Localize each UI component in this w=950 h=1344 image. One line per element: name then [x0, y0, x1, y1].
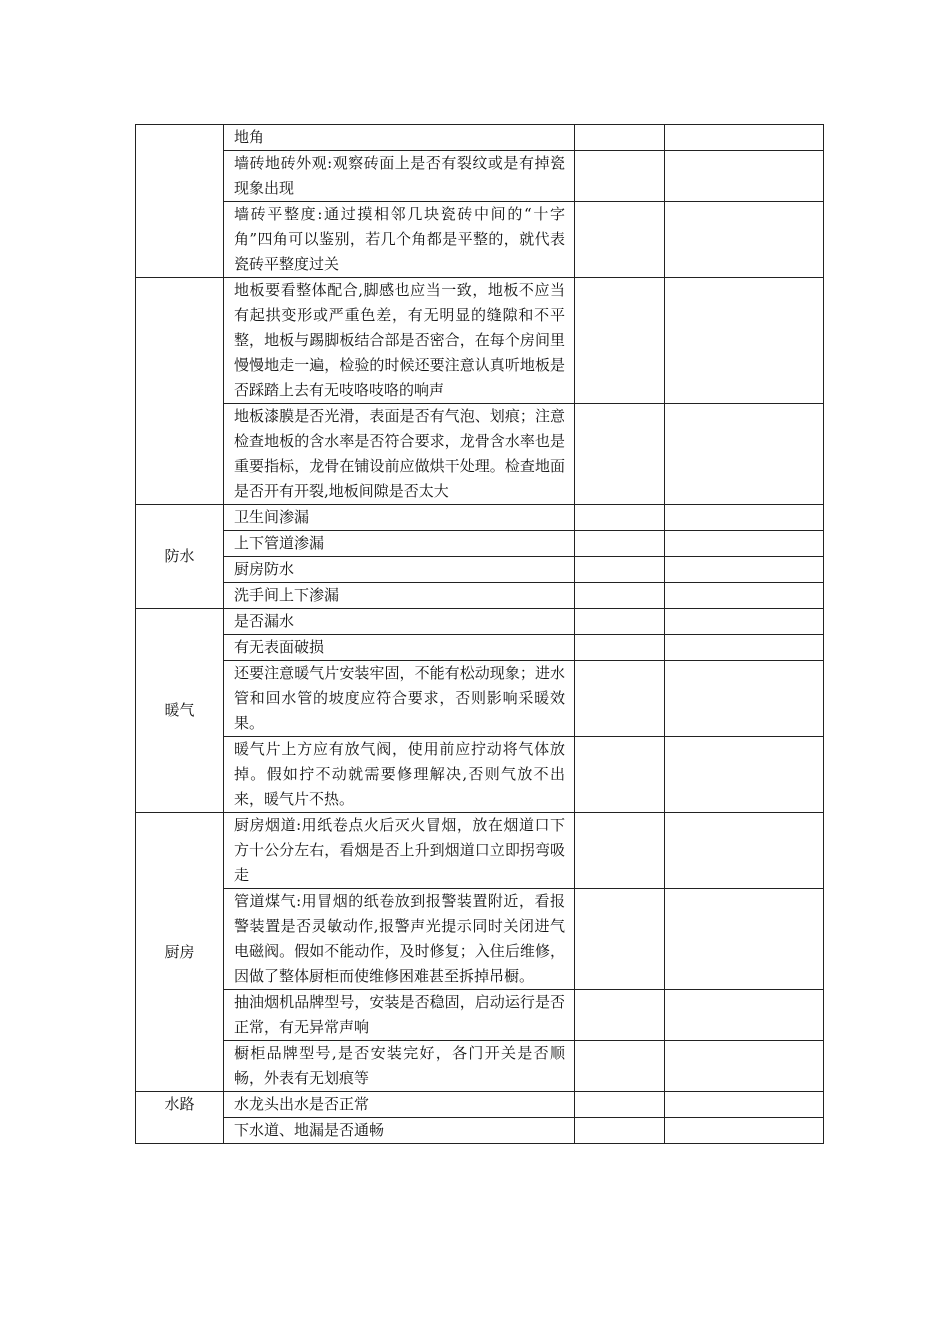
result-cell[interactable] — [575, 557, 665, 583]
item-description: 地板要看整体配合,脚感也应当一致，地板不应当有起拱变形或严重色差，有无明显的缝隙和不平整，地板与踢脚板结合部是否密合，在每个房间里慢慢地走一遍，检验的时候还要注意认真听地板是否踩踏上去有无吱咯吱咯的响声 — [224, 278, 575, 404]
result-cell[interactable] — [575, 125, 665, 151]
result-cell[interactable] — [575, 889, 665, 990]
remark-cell[interactable] — [665, 583, 824, 609]
result-cell[interactable] — [575, 583, 665, 609]
result-cell[interactable] — [575, 609, 665, 635]
result-cell[interactable] — [575, 635, 665, 661]
table-row — [136, 1041, 824, 1092]
item-description: 墙砖地砖外观:观察砖面上是否有裂纹或是有掉瓷现象出现 — [224, 151, 575, 202]
category-cell: 暖气 — [136, 609, 224, 813]
result-cell[interactable] — [575, 813, 665, 889]
remark-cell[interactable] — [665, 1092, 824, 1118]
item-description: 是否漏水 — [224, 609, 575, 635]
remark-cell[interactable] — [665, 278, 824, 404]
table-row — [136, 813, 824, 889]
item-description: 水龙头出水是否正常 — [224, 1092, 575, 1118]
item-description: 墙砖平整度:通过摸相邻几块瓷砖中间的“十字角”四角可以鉴别，若几个角都是平整的，就代表瓷砖平整度过关 — [224, 202, 575, 278]
remark-cell[interactable] — [665, 813, 824, 889]
item-description: 地板漆膜是否光滑，表面是否有气泡、划痕；注意检查地板的含水率是否符合要求，龙骨含水率也是重要指标，龙骨在铺设前应做烘干处理。检查地面是否开有开裂,地板间隙是否太大 — [224, 404, 575, 505]
table-row — [136, 889, 824, 990]
item-description: 抽油烟机品牌型号，安装是否稳固，启动运行是否正常，有无异常声响 — [224, 990, 575, 1041]
remark-cell[interactable] — [665, 505, 824, 531]
item-description: 管道煤气:用冒烟的纸卷放到报警装置附近，看报警装置是否灵敏动作,报警声光提示同时关闭进气电磁阀。假如不能动作，及时修复；入住后维修，因做了整体厨柜而使维修困难甚至拆掉吊橱。 — [224, 889, 575, 990]
result-cell[interactable] — [575, 737, 665, 813]
table-row — [136, 583, 824, 609]
category-cell: 水路 — [136, 1092, 224, 1144]
remark-cell[interactable] — [665, 737, 824, 813]
result-cell[interactable] — [575, 990, 665, 1041]
remark-cell[interactable] — [665, 202, 824, 278]
table-row — [136, 531, 824, 557]
result-cell[interactable] — [575, 1118, 665, 1144]
remark-cell[interactable] — [665, 990, 824, 1041]
category-cell: 厨房 — [136, 813, 224, 1092]
result-cell[interactable] — [575, 661, 665, 737]
table-row — [136, 278, 824, 404]
item-description: 橱柜品牌型号,是否安装完好，各门开关是否顺畅，外表有无划痕等 — [224, 1041, 575, 1092]
result-cell[interactable] — [575, 202, 665, 278]
category-cell — [136, 125, 224, 278]
table-row — [136, 557, 824, 583]
result-cell[interactable] — [575, 531, 665, 557]
table-row — [136, 202, 824, 278]
remark-cell[interactable] — [665, 125, 824, 151]
remark-cell[interactable] — [665, 151, 824, 202]
remark-cell[interactable] — [665, 531, 824, 557]
table-row — [136, 661, 824, 737]
remark-cell[interactable] — [665, 661, 824, 737]
inspection-table — [135, 124, 824, 1144]
item-description: 洗手间上下渗漏 — [224, 583, 575, 609]
table-row — [136, 635, 824, 661]
item-description: 地角 — [224, 125, 575, 151]
item-description: 上下管道渗漏 — [224, 531, 575, 557]
category-cell — [136, 278, 224, 505]
result-cell[interactable] — [575, 505, 665, 531]
remark-cell[interactable] — [665, 557, 824, 583]
remark-cell[interactable] — [665, 635, 824, 661]
table-row — [136, 609, 824, 635]
remark-cell[interactable] — [665, 404, 824, 505]
result-cell[interactable] — [575, 278, 665, 404]
table-row — [136, 737, 824, 813]
item-description: 还要注意暖气片安装牢固，不能有松动现象；进水管和回水管的坡度应符合要求，否则影响采暖效果。 — [224, 661, 575, 737]
category-cell: 防水 — [136, 505, 224, 609]
table-row — [136, 505, 824, 531]
table-row — [136, 1092, 824, 1118]
item-description: 卫生间渗漏 — [224, 505, 575, 531]
table-row — [136, 151, 824, 202]
item-description: 有无表面破损 — [224, 635, 575, 661]
result-cell[interactable] — [575, 1041, 665, 1092]
result-cell[interactable] — [575, 151, 665, 202]
item-description: 厨房烟道:用纸卷点火后灭火冒烟，放在烟道口下方十公分左右，看烟是否上升到烟道口立即拐弯吸走 — [224, 813, 575, 889]
remark-cell[interactable] — [665, 1118, 824, 1144]
table-row — [136, 125, 824, 151]
table-row — [136, 1118, 824, 1144]
item-description: 厨房防水 — [224, 557, 575, 583]
table-row — [136, 404, 824, 505]
remark-cell[interactable] — [665, 1041, 824, 1092]
remark-cell[interactable] — [665, 889, 824, 990]
table-row — [136, 990, 824, 1041]
item-description: 暖气片上方应有放气阀，使用前应拧动将气体放掉。假如拧不动就需要修理解决,否则气放不出来，暖气片不热。 — [224, 737, 575, 813]
remark-cell[interactable] — [665, 609, 824, 635]
result-cell[interactable] — [575, 1092, 665, 1118]
item-description: 下水道、地漏是否通畅 — [224, 1118, 575, 1144]
result-cell[interactable] — [575, 404, 665, 505]
